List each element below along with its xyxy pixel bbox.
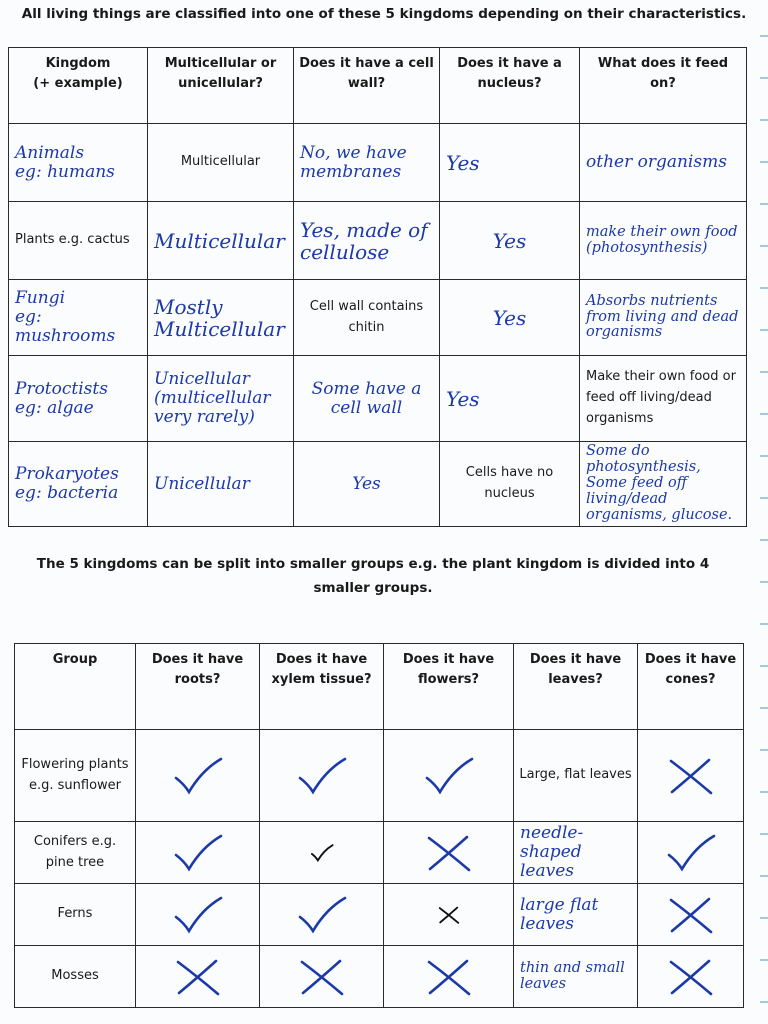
plants-cell xyxy=(638,946,744,1008)
split-text: The 5 kingdoms can be split into smaller groups e.g. the plant kingdom is divided into 4 smaller groups. xyxy=(36,556,710,596)
tick-icon xyxy=(296,895,348,935)
plants-cell xyxy=(136,884,260,946)
plants-cell: Conifers e.g. pine tree xyxy=(15,822,136,884)
plants-header-4: Does it have leaves? xyxy=(514,644,638,730)
plants-cell: large flat leaves xyxy=(514,884,638,946)
plants-cell xyxy=(260,730,384,822)
plants-cell: Mosses xyxy=(15,946,136,1008)
table-row xyxy=(15,730,744,822)
kingdoms-cell: Multicellular xyxy=(148,202,294,280)
table-row xyxy=(9,202,747,280)
plants-cell xyxy=(136,730,260,822)
kingdoms-cell: Mostly Multicellular xyxy=(148,280,294,356)
plants-cell: Flowering plants e.g. sunflower xyxy=(15,730,136,822)
kingdoms-cell: Some have a cell wall xyxy=(294,356,440,442)
table-row xyxy=(15,884,744,946)
tick-icon xyxy=(310,841,334,865)
plants-cell xyxy=(260,946,384,1008)
kingdoms-cell: Yes xyxy=(440,356,580,442)
cross-icon xyxy=(296,957,348,997)
table-row xyxy=(9,124,747,202)
plants-cell xyxy=(384,884,514,946)
plants-cell xyxy=(384,946,514,1008)
kingdoms-cell: Animals eg: humans xyxy=(9,124,148,202)
kingdoms-cell: Fungi eg: mushrooms xyxy=(9,280,148,356)
kingdoms-header-0: Kingdom (+ example) xyxy=(9,48,148,124)
plants-cell xyxy=(136,822,260,884)
plants-cell xyxy=(638,730,744,822)
table-row xyxy=(9,442,747,527)
cross-icon xyxy=(665,895,717,935)
plants-header-3: Does it have flowers? xyxy=(384,644,514,730)
cross-icon xyxy=(423,957,475,997)
tick-icon xyxy=(172,833,224,873)
kingdoms-cell: other organisms xyxy=(580,124,747,202)
kingdoms-cell: Multicellular xyxy=(148,124,294,202)
kingdoms-cell: Plants e.g. cactus xyxy=(9,202,148,280)
kingdoms-cell: Yes xyxy=(440,202,580,280)
tick-icon xyxy=(296,756,348,796)
kingdoms-cell: Some do photosynthesis, Some feed off living/dead organisms, glucose. xyxy=(580,442,747,527)
notebook-edge-marks xyxy=(754,0,768,1024)
plants-cell: Large, flat leaves xyxy=(514,730,638,822)
tick-icon xyxy=(423,756,475,796)
plants-header-2: Does it have xylem tissue? xyxy=(260,644,384,730)
kingdoms-cell: No, we have membranes xyxy=(294,124,440,202)
plants-cell: needle-shaped leaves xyxy=(514,822,638,884)
plants-cell xyxy=(638,884,744,946)
kingdoms-header-1: Multicellular or unicellular? xyxy=(148,48,294,124)
kingdoms-cell: Cells have no nucleus xyxy=(440,442,580,527)
kingdoms-cell: Cell wall contains chitin xyxy=(294,280,440,356)
plants-header-5: Does it have cones? xyxy=(638,644,744,730)
kingdoms-cell: Yes, made of cellulose xyxy=(294,202,440,280)
plants-cell: thin and small leaves xyxy=(514,946,638,1008)
tick-icon xyxy=(172,756,224,796)
kingdoms-table xyxy=(8,47,747,527)
plants-cell xyxy=(260,822,384,884)
intro-text: All living things are classified into one of these 5 kingdoms depending on their characteristics. xyxy=(21,6,747,22)
tick-icon xyxy=(665,833,717,873)
plants-header-0: Group xyxy=(15,644,136,730)
cross-icon xyxy=(437,903,461,927)
table-row xyxy=(15,822,744,884)
cross-icon xyxy=(423,833,475,873)
table-row xyxy=(9,280,747,356)
plants-cell xyxy=(260,884,384,946)
kingdoms-cell: Protoctists eg: algae xyxy=(9,356,148,442)
kingdoms-cell: Absorbs nutrients from living and dead organisms xyxy=(580,280,747,356)
kingdoms-cell: Yes xyxy=(440,124,580,202)
plants-cell xyxy=(384,822,514,884)
plant-groups-table xyxy=(14,643,744,1008)
cross-icon xyxy=(665,756,717,796)
kingdoms-cell: Prokaryotes eg: bacteria xyxy=(9,442,148,527)
plants-cell: Ferns xyxy=(15,884,136,946)
plants-header-1: Does it have roots? xyxy=(136,644,260,730)
plants-cell xyxy=(384,730,514,822)
kingdoms-cell: Yes xyxy=(294,442,440,527)
kingdoms-header-4: What does it feed on? xyxy=(580,48,747,124)
cross-icon xyxy=(665,957,717,997)
kingdoms-cell: Make their own food or feed off living/dead organisms xyxy=(580,356,747,442)
table-row xyxy=(15,946,744,1008)
plants-cell xyxy=(136,946,260,1008)
kingdoms-header-3: Does it have a nucleus? xyxy=(440,48,580,124)
cross-icon xyxy=(172,957,224,997)
kingdoms-cell: Unicellular (multicellular very rarely) xyxy=(148,356,294,442)
kingdoms-cell: Yes xyxy=(440,280,580,356)
kingdoms-cell: make their own food (photosynthesis) xyxy=(580,202,747,280)
kingdoms-header-2: Does it have a cell wall? xyxy=(294,48,440,124)
kingdoms-cell: Unicellular xyxy=(148,442,294,527)
table-row xyxy=(9,356,747,442)
tick-icon xyxy=(172,895,224,935)
plants-cell xyxy=(638,822,744,884)
